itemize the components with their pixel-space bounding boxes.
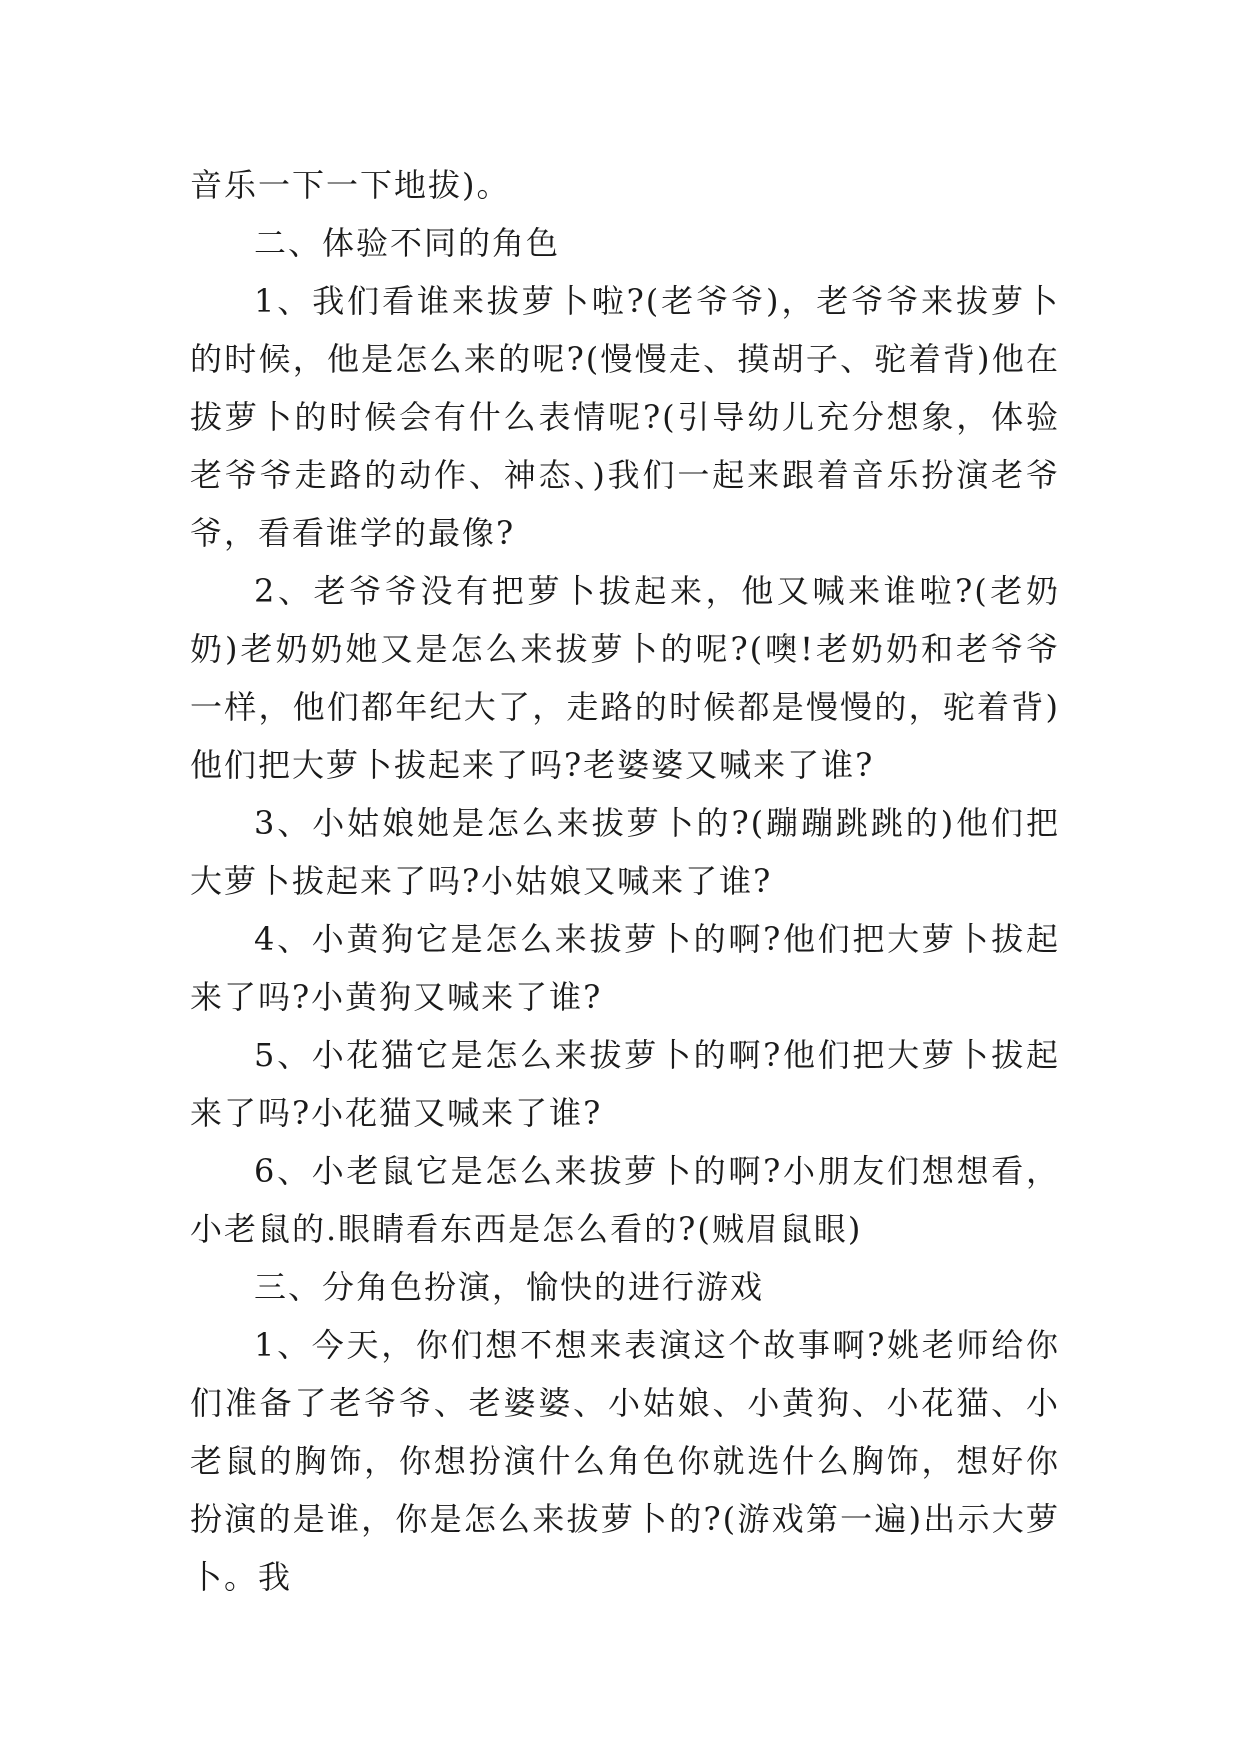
section-heading-2: 二、体验不同的角色 <box>254 224 561 262</box>
document-body <box>190 156 1060 1606</box>
paragraph-3-1: 1、今天，你们想不想来表演这个故事啊?姚老师给你们准备了老爷爷、老婆婆、小姑娘、小黄狗、小花猫、小老鼠的胸饰，你想扮演什么角色你就选什么胸饰，想好你扮演的是谁，你是怎么来拔萝卜的?(游戏第一遍)出示大萝卜。我 <box>190 1326 1060 1596</box>
paragraph-2-2: 2、老爷爷没有把萝卜拔起来，他又喊来谁啦?(老奶奶)老奶奶她又是怎么来拔萝卜的呢?(噢!老奶奶和老爷爷一样，他们都年纪大了，走路的时候都是慢慢的，驼着背)他们把大萝卜拔起来了吗?老婆婆又喊来了谁? <box>190 572 1060 784</box>
paragraph-2-6: 6、小老鼠它是怎么来拔萝卜的啊?小朋友们想想看，小老鼠的.眼睛看东西是怎么看的?(贼眉鼠眼) <box>190 1152 1060 1248</box>
section-heading-3: 三、分角色扮演，愉快的进行游戏 <box>254 1268 765 1306</box>
paragraph-2-3: 3、小姑娘她是怎么来拔萝卜的?(蹦蹦跳跳的)他们把大萝卜拔起来了吗?小姑娘又喊来了谁? <box>190 804 1060 900</box>
paragraph-2-5: 5、小花猫它是怎么来拔萝卜的啊?他们把大萝卜拔起来了吗?小花猫又喊来了谁? <box>190 1036 1060 1132</box>
paragraph-continuation: 音乐一下一下地拔)。 <box>190 166 511 204</box>
paragraph-2-4: 4、小黄狗它是怎么来拔萝卜的啊?他们把大萝卜拔起来了吗?小黄狗又喊来了谁? <box>190 920 1060 1016</box>
paragraph-2-1: 1、我们看谁来拔萝卜啦?(老爷爷)，老爷爷来拔萝卜的时候，他是怎么来的呢?(慢慢走、摸胡子、驼着背)他在拔萝卜的时候会有什么表情呢?(引导幼儿充分想象，体验老爷爷走路的动作、神态、)我们一起来跟着音乐扮演老爷爷，看看谁学的最像? <box>190 282 1060 552</box>
